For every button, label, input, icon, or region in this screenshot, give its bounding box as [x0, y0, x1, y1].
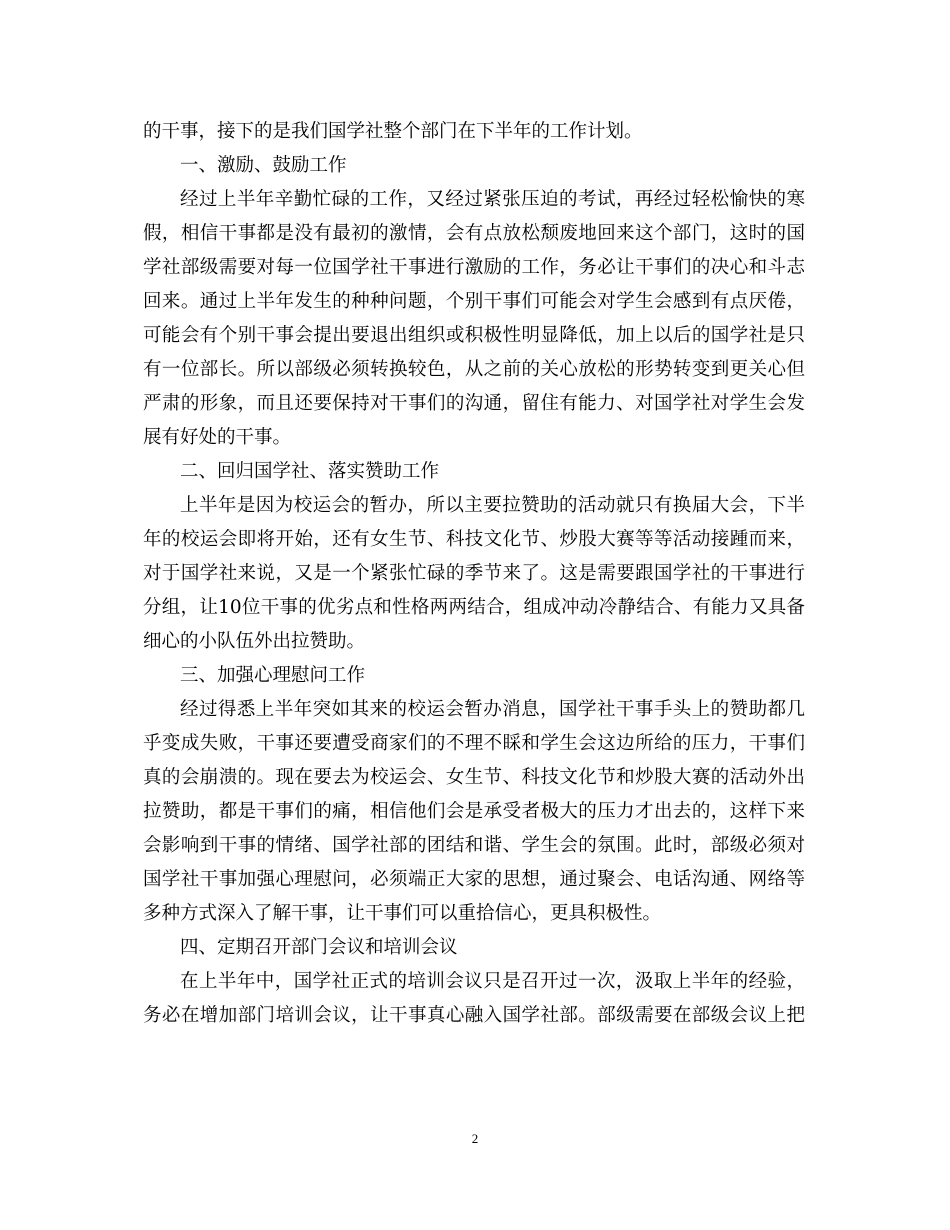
para-2-line-2: 年的校运会即将开始，还有女生节、科技文化节、炒股大赛等等活动接踵而来，: [143, 529, 805, 550]
para-1-line-7: 严肃的形象，而且还要保持对干事们的沟通，留住有能力、对国学社对学生会发: [143, 393, 805, 414]
para-1-line-8: 展有好处的干事。: [143, 427, 292, 448]
intro-line-1: 的干事，接下的是我们国学社整个部门在下半年的工作计划。: [143, 121, 643, 142]
para-1-line-4: 回来。通过上半年发生的种种问题，个别干事们可能会对学生会感到有点厌倦，: [143, 291, 805, 312]
para-3-line-3: 真的会崩溃的。现在要去为校运会、女生节、科技文化节和炒股大赛的活动外出: [143, 767, 805, 788]
para-3-line-6: 国学社干事加强心理慰问，必须端正大家的思想，通过聚会、电话沟通、网络等: [143, 869, 805, 890]
para-2-line-1: 上半年是因为校运会的暂办，所以主要拉赞助的活动就只有换届大会，下半: [180, 495, 805, 516]
para-2-line-4: 分组，让10位干事的优劣点和性格两两结合，组成冲动冷静结合、有能力又具备: [143, 597, 805, 618]
para-3-line-2: 乎变成失败，干事还要遭受商家们的不理不睬和学生会这边所给的压力，干事们: [143, 733, 805, 754]
para-2-line-3: 对于国学社来说，又是一个紧张忙碌的季节来了。这是需要跟国学社的干事进行: [143, 563, 805, 584]
para-3-line-1: 经过得悉上半年突如其来的校运会暂办消息，国学社干事手头上的赞助都几: [180, 699, 805, 720]
para-1-line-2: 假，相信干事都是没有最初的激情，会有点放松颓废地回来这个部门，这时的国: [143, 223, 805, 244]
para-3-line-5: 会影响到干事的情绪、国学社部的团结和谐、学生会的氛围。此时，部级必须对: [143, 835, 805, 856]
para-1-line-3: 学社部级需要对每一位国学社干事进行激励的工作，务必让干事们的决心和斗志: [143, 257, 805, 278]
section-heading-3: 三、加强心理慰问工作: [180, 665, 366, 686]
para-1-line-5: 可能会有个别干事会提出要退出组织或积极性明显降低，加上以后的国学社是只: [143, 325, 805, 346]
para-1-line-6: 有一位部长。所以部级必须转换较色，从之前的关心放松的形势转变到更关心但: [143, 359, 805, 380]
para-2-line-5: 细心的小队伍外出拉赞助。: [143, 631, 366, 652]
section-heading-1: 一、激励、鼓励工作: [180, 155, 347, 176]
para-1-line-1: 经过上半年辛勤忙碌的工作，又经过紧张压迫的考试，再经过轻松愉快的寒: [180, 189, 805, 210]
page-number: 2: [471, 1131, 479, 1146]
para-4-line-2: 务必在增加部门培训会议，让干事真心融入国学社部。部级需要在部级会议上把: [143, 1005, 805, 1026]
document-body: [143, 115, 805, 1033]
para-3-line-4: 拉赞助，都是干事们的痛，相信他们会是承受者极大的压力才出去的，这样下来: [143, 801, 805, 822]
section-heading-4: 四、定期召开部门会议和培训会议: [180, 937, 458, 958]
para-3-line-7: 多种方式深入了解干事，让干事们可以重拾信心，更具积极性。: [143, 903, 662, 924]
section-heading-2: 二、回归国学社、落实赞助工作: [180, 461, 440, 482]
para-4-line-1: 在上半年中，国学社正式的培训会议只是召开过一次，汲取上半年的经验，: [180, 971, 805, 992]
